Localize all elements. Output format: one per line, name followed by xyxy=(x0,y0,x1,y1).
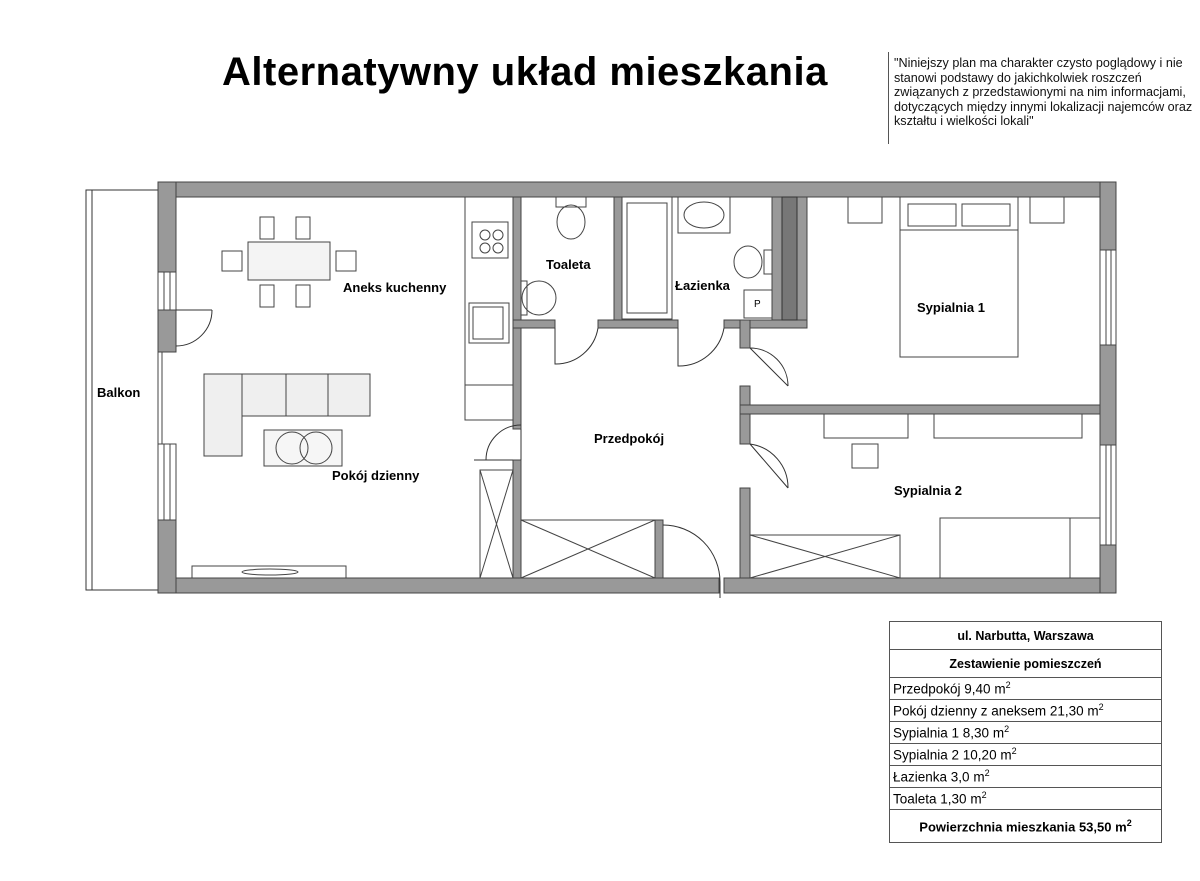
bedroom1-furniture xyxy=(848,197,1064,357)
summary-row-text: Pokój dzienny z aneksem 21,30 xyxy=(893,703,1084,719)
summary-row: Łazienka 3,0 $m^2$ xyxy=(890,766,1162,788)
summary-address: ul. Narbutta, Warszawa xyxy=(890,622,1162,650)
room-label-sypialnia1: Sypialnia 1 xyxy=(917,300,985,315)
dining-table xyxy=(222,217,356,307)
summary-row: Pokój dzienny z aneksem 21,30 $m^2$ xyxy=(890,700,1162,722)
room-label-lazienka: Łazienka xyxy=(675,278,730,293)
summary-row-text: Sypialnia 1 8,30 xyxy=(893,725,990,741)
coffee-table xyxy=(264,430,342,466)
room-label-sypialnia2: Sypialnia 2 xyxy=(894,483,962,498)
disclaimer-text: "Niniejszy plan ma charakter czysto poglądowy i nie stanowi podstawy do jakichkolwiek roszczeń związanych z przedstawionymi na nim informacjami, dotyczących między innymi lokalizacji najemców oraz kształtu i wielkości lokali" xyxy=(894,56,1193,128)
summary-heading: Zestawienie pomieszczeń xyxy=(890,650,1162,678)
toilet-fixtures xyxy=(521,197,586,315)
summary-row-text: Przedpokój 9,40 xyxy=(893,681,991,697)
interior-walls xyxy=(513,197,1100,578)
room-label-toaleta: Toaleta xyxy=(546,257,591,272)
summary-total: Powierzchnia mieszkania 53,50 $m^2$ xyxy=(890,810,1162,843)
bathroom-fixtures xyxy=(622,197,772,319)
page-title: Alternatywny układ mieszkania xyxy=(222,50,828,94)
summary-row-text: Sypialnia 2 10,20 xyxy=(893,747,997,763)
summary-row: Sypialnia 1 8,30 $m^2$ xyxy=(890,722,1162,744)
furnace-mark: P xyxy=(754,299,761,310)
summary-row: Sypialnia 2 10,20 $m^2$ xyxy=(890,744,1162,766)
installation-shaft xyxy=(782,197,797,320)
hallway-wardrobe xyxy=(480,470,513,578)
room-label-balkon: Balkon xyxy=(97,385,141,400)
kitchen-counter xyxy=(465,197,513,420)
summary-row-text: Toaleta 1,30 xyxy=(893,791,967,807)
room-label-aneks: Aneks kuchenny xyxy=(343,280,447,295)
tv-cabinet xyxy=(192,566,346,578)
summary-row: Toaleta 1,30 $m^2$ xyxy=(890,788,1162,810)
summary-row: Przedpokój 9,40 $m^2$ xyxy=(890,678,1162,700)
rooms-summary-table xyxy=(889,621,1162,843)
hallway-closet xyxy=(521,520,655,578)
room-label-pokoj: Pokój dzienny xyxy=(332,468,420,483)
room-label-przedpokoj: Przedpokój xyxy=(594,431,665,446)
summary-row-text: Łazienka 3,0 xyxy=(893,769,970,785)
